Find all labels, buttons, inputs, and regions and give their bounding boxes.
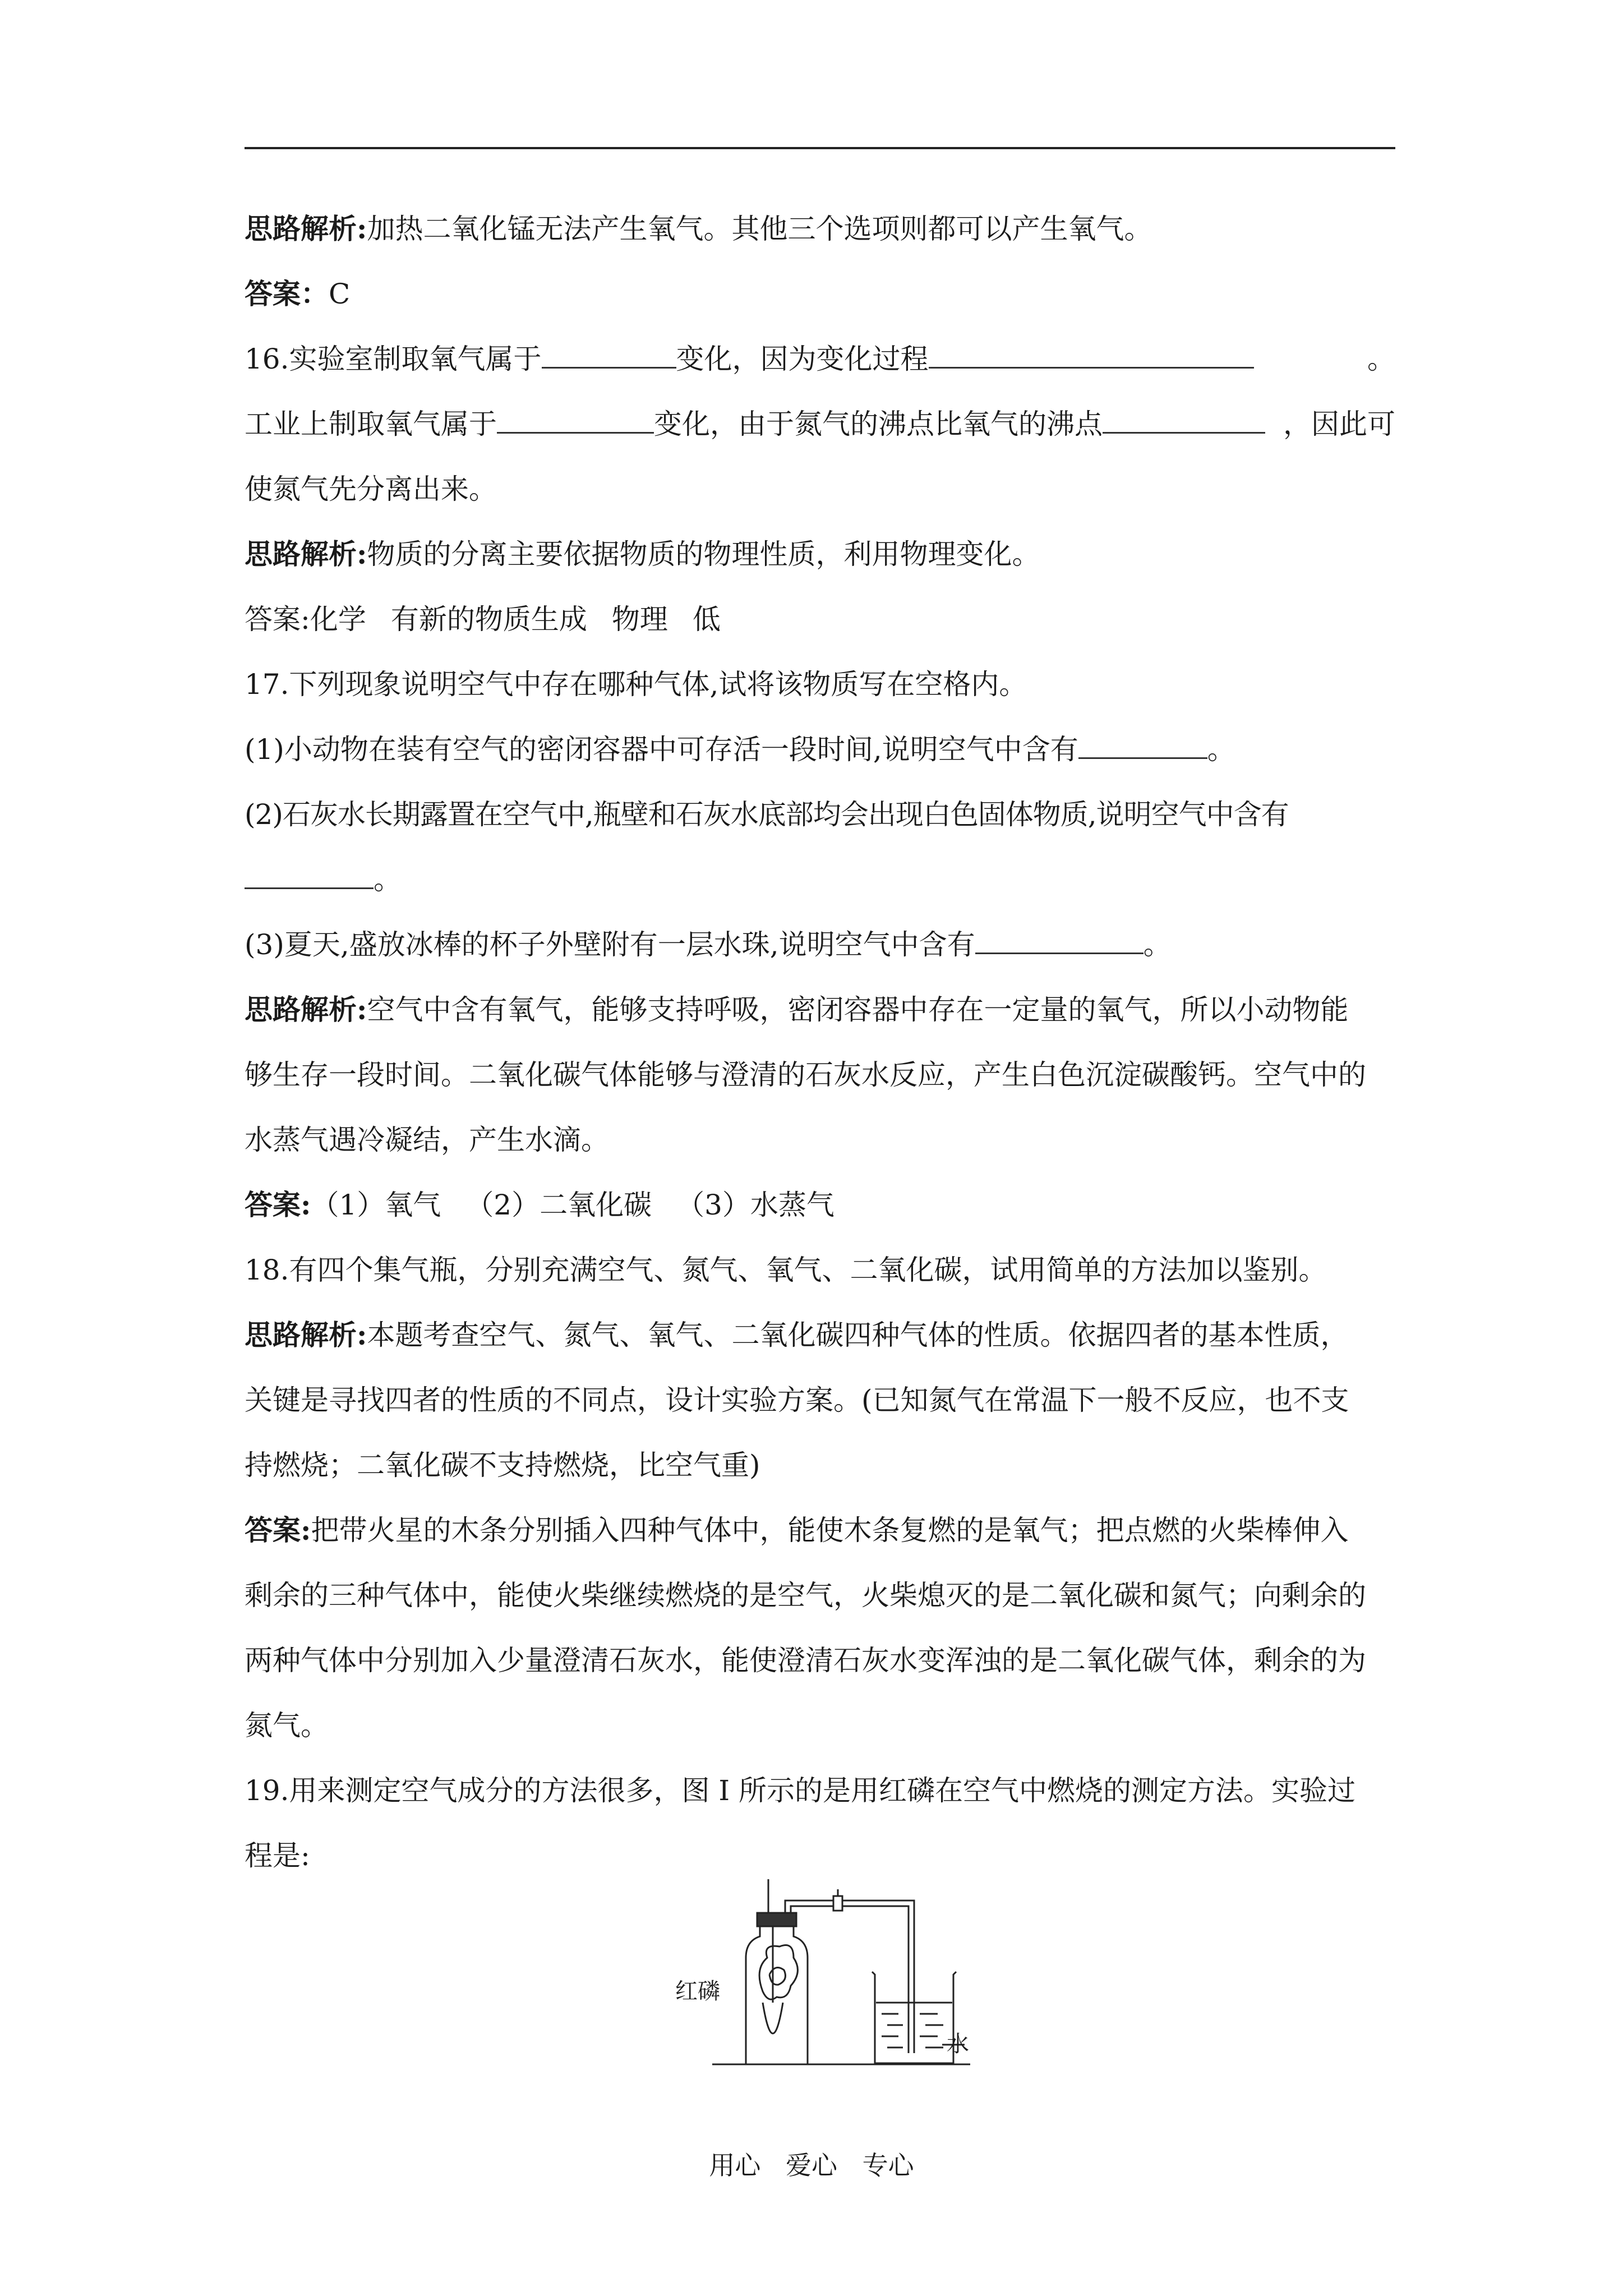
- question-text: (3)夏天,盛放冰棒的杯子外壁附有一层水珠,说明空气中含有: [245, 928, 975, 961]
- answer-label: 答案:: [245, 1188, 311, 1221]
- q16-text: 使氮气先分离出来。: [245, 473, 497, 505]
- answer-text: 剩余的三种气体中，能使火柴继续燃烧的是空气，火柴熄灭的是二氧化碳和氮气；向剩余的: [245, 1579, 1366, 1612]
- q16-text: ，因此可: [1283, 408, 1395, 440]
- answer-item: 物理: [611, 603, 668, 636]
- analysis-text: 本题考查空气、氮气、氧气、二氧化碳四种气体的性质。依据四者的基本性质，: [367, 1319, 1349, 1351]
- answer-item: 低: [692, 603, 721, 636]
- answer-item: 化学: [310, 603, 366, 636]
- answer-text: 把带火星的木条分别插入四种气体中，能使木条复燃的是氧气；把点燃的火柴棒伸入: [311, 1514, 1349, 1547]
- analysis-label: 思路解析:: [245, 993, 367, 1026]
- question-text: 18.有四个集气瓶，分别充满空气、氮气、氧气、二氧化碳，试用简单的方法加以鉴别。: [245, 1254, 1327, 1286]
- stopper: [757, 1913, 796, 1926]
- analysis-label: 思路解析:: [245, 537, 367, 570]
- label-water: 水: [947, 2031, 969, 2057]
- q16-line-1: [245, 326, 1395, 392]
- blank[interactable]: [1078, 727, 1207, 759]
- clamp: [833, 1896, 842, 1911]
- q16-answer: [245, 587, 1395, 652]
- glass-tube: [785, 1901, 914, 2053]
- question-text: 。: [374, 863, 402, 896]
- answer-text: 氮气。: [245, 1709, 329, 1742]
- q16-text: 工业上制取氧气属于: [245, 408, 497, 440]
- q18-answer-4: [245, 1693, 1395, 1758]
- answer-item: （1）氧气: [311, 1189, 441, 1221]
- label-phosphorus: 红磷: [675, 1978, 720, 2004]
- analysis-text: 物质的分离主要依据物质的物理性质，利用物理变化。: [367, 538, 1040, 570]
- q17-part-2: [245, 782, 1395, 847]
- q18-answer-2: [245, 1563, 1395, 1628]
- analysis-text: 空气中含有氧气，能够支持呼吸，密闭容器中存在一定量的氧气，所以小动物能: [367, 993, 1349, 1026]
- q18-answer-1: [245, 1498, 1395, 1563]
- header-rule: [245, 147, 1395, 149]
- q17-stem: [245, 652, 1395, 717]
- q16-text: 变化，因为变化过程: [676, 343, 929, 375]
- phosphorus-smoke: [759, 1945, 797, 2000]
- q18-analysis-3: [245, 1433, 1395, 1498]
- blank[interactable]: [929, 337, 1254, 369]
- question-text: (2)石灰水长期露置在空气中,瓶壁和石灰水底部均会出现白色固体物质,说明空气中含有: [245, 798, 1289, 831]
- q16-line-2: [245, 392, 1395, 457]
- blank[interactable]: [497, 402, 654, 434]
- analysis-text: 关键是寻找四者的性质的不同点，设计实验方案。(已知氮气在常温下一般不反应，也不支: [245, 1384, 1349, 1416]
- document-body: [245, 196, 1395, 1888]
- analysis-label: 思路解析:: [245, 1318, 367, 1351]
- q17-part-1: [245, 717, 1395, 782]
- question-text: 19.用来测定空气成分的方法很多，图 I 所示的是用红磷在空气中燃烧的测定方法。实验过: [245, 1774, 1356, 1807]
- question-text: 17.下列现象说明空气中存在哪种气体,试将该物质写在空格内。: [245, 668, 1027, 701]
- q17-analysis-2: [245, 1042, 1395, 1107]
- analysis-label: 思路解析:: [245, 212, 367, 245]
- q18-analysis-1: [245, 1303, 1395, 1368]
- q18-stem: [245, 1237, 1395, 1303]
- blank[interactable]: [542, 337, 676, 369]
- q16-text: 。: [1367, 343, 1395, 375]
- q18-answer-3: [245, 1628, 1395, 1693]
- analysis-text: 水蒸气遇冷凝结，产生水滴。: [245, 1124, 609, 1156]
- apparatus-diagram: [679, 1874, 970, 2087]
- analysis-text: 加热二氧化锰无法产生氧气。其他三个选项则都可以产生氧气。: [367, 213, 1152, 245]
- blank[interactable]: [1103, 402, 1265, 434]
- question-text: 程是:: [245, 1839, 310, 1872]
- q17-analysis-3: [245, 1107, 1395, 1172]
- answer-text: 两种气体中分别加入少量澄清石灰水，能使澄清石灰水变浑浊的是二氧化碳气体，剩余的为: [245, 1644, 1366, 1677]
- analysis-text: 够生存一段时间。二氧化碳气体能够与澄清的石灰水反应，产生白色沉淀碳酸钙。空气中的: [245, 1059, 1366, 1091]
- blank[interactable]: [975, 922, 1144, 954]
- answer-label: 答案：: [245, 277, 329, 310]
- blank[interactable]: [245, 857, 374, 889]
- answer-label: 答案:: [245, 603, 310, 636]
- q17-answer: [245, 1172, 1395, 1237]
- combustion-spoon: [763, 2003, 783, 2033]
- answer-item: 有新的物质生成: [390, 603, 587, 636]
- q17-part-2-cont: [245, 847, 1395, 912]
- question-text: 。: [1207, 733, 1235, 766]
- analysis-text: 持燃烧；二氧化碳不支持燃烧，比空气重): [245, 1449, 760, 1481]
- page-footer: 用心 爱心 专心: [709, 2150, 914, 2180]
- answer-text: C: [329, 278, 351, 310]
- q15-answer: [245, 261, 1395, 326]
- q17-part-3: [245, 912, 1395, 977]
- q16-line-3: [245, 457, 1395, 522]
- q19-stem-1: [245, 1758, 1395, 1823]
- q16-text: 16.实验室制取氧气属于: [245, 343, 542, 375]
- question-text: (1)小动物在装有空气的密闭容器中可存活一段时间,说明空气中含有: [245, 733, 1078, 766]
- q18-analysis-2: [245, 1368, 1395, 1433]
- q17-analysis-1: [245, 977, 1395, 1042]
- question-text: 。: [1143, 928, 1172, 961]
- answer-label: 答案:: [245, 1513, 311, 1547]
- answer-item: （3）水蒸气: [676, 1189, 834, 1221]
- q15-analysis: [245, 196, 1395, 261]
- q16-text: 变化，由于氮气的沸点比氧气的沸点: [654, 408, 1103, 440]
- q16-analysis: [245, 522, 1395, 587]
- answer-item: （2）二氧化碳: [465, 1189, 652, 1221]
- apparatus-figure: [675, 1874, 970, 2087]
